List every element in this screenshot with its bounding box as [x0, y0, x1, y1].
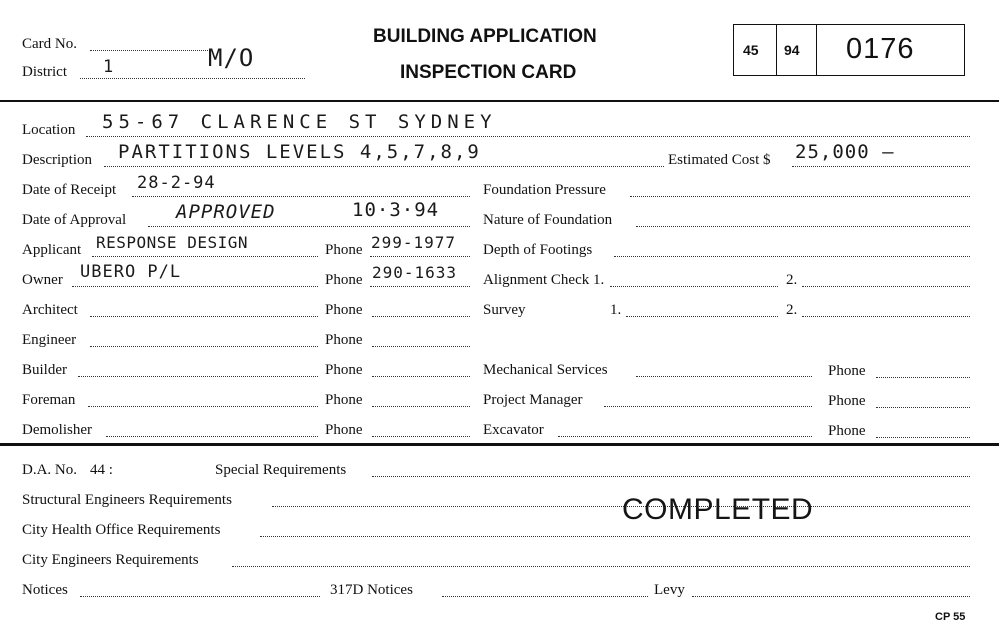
- demolisher-dots: [106, 436, 318, 437]
- card-no-value: M/O: [208, 44, 255, 72]
- card-no-label: Card No.: [22, 36, 77, 52]
- owner-value: UBERO P/L: [80, 262, 182, 282]
- applicant-phone-dots: [370, 256, 470, 257]
- engineer-dots: [90, 346, 318, 347]
- form-code: CP 55: [935, 611, 966, 623]
- applicant-dots: [92, 256, 318, 257]
- excavator-label: Excavator: [483, 422, 544, 438]
- estimated-cost-dots: [792, 166, 970, 167]
- project-manager-label: Project Manager: [483, 392, 583, 408]
- ref-b: 94: [784, 42, 800, 58]
- description-dots: [104, 166, 664, 167]
- foreman-phone-dots: [372, 406, 470, 407]
- project-manager-phone-label: Phone: [828, 393, 866, 409]
- foreman-label: Foreman: [22, 392, 76, 408]
- owner-dots: [72, 286, 318, 287]
- ref-divider-1: [776, 25, 777, 75]
- survey-label: Survey: [483, 302, 526, 318]
- location-label: Location: [22, 122, 76, 138]
- description-label: Description: [22, 152, 92, 168]
- engineer-phone-label: Phone: [325, 332, 363, 348]
- district-label: District: [22, 64, 67, 80]
- survey-2-dots: [802, 316, 970, 317]
- alignment-check-2-label: 2.: [786, 272, 798, 288]
- notices-label: Notices: [22, 582, 68, 598]
- date-approval-dots: [148, 226, 470, 227]
- estimated-cost-value: 25,000 —: [795, 141, 895, 163]
- mechanical-dots: [636, 376, 812, 377]
- header-divider: [0, 100, 999, 102]
- nature-foundation-dots: [636, 226, 970, 227]
- engineer-label: Engineer: [22, 332, 77, 348]
- da-no-value: 44 :: [90, 462, 113, 478]
- special-requirements-dots: [372, 476, 970, 477]
- project-manager-phone-dots: [876, 407, 970, 408]
- health-requirements-label: City Health Office Requirements: [22, 522, 221, 538]
- structural-requirements-dots: [272, 506, 970, 507]
- mechanical-phone-label: Phone: [828, 363, 866, 379]
- reference-box: [733, 24, 965, 76]
- excavator-phone-dots: [876, 437, 970, 438]
- alignment-check-label: Alignment Check 1.: [483, 272, 605, 288]
- alignment-check-1-dots: [610, 286, 778, 287]
- date-approval-label: Date of Approval: [22, 212, 127, 228]
- applicant-phone-value: 299-1977: [371, 233, 457, 252]
- excavator-dots: [558, 436, 812, 437]
- title-line-2: INSPECTION CARD: [400, 62, 577, 83]
- location-dots: [86, 136, 970, 137]
- survey-1-label: 1.: [610, 302, 622, 318]
- description-value: PARTITIONS LEVELS 4,5,7,8,9: [118, 141, 481, 163]
- architect-phone-label: Phone: [325, 302, 363, 318]
- architect-label: Architect: [22, 302, 78, 318]
- owner-label: Owner: [22, 272, 63, 288]
- depth-footings-label: Depth of Footings: [483, 242, 593, 258]
- nature-foundation-label: Nature of Foundation: [483, 212, 613, 228]
- owner-phone-dots: [370, 286, 470, 287]
- title-line-1: BUILDING APPLICATION: [373, 26, 597, 47]
- mechanical-phone-dots: [876, 377, 970, 378]
- builder-phone-label: Phone: [325, 362, 363, 378]
- date-approval-date: 10·3·94: [352, 199, 440, 221]
- date-receipt-value: 28-2-94: [137, 173, 216, 193]
- estimated-cost-label: Estimated Cost $: [668, 152, 771, 168]
- notices-317d-label: 317D Notices: [330, 582, 413, 598]
- demolisher-phone-dots: [372, 436, 470, 437]
- district-value: 1: [103, 57, 115, 77]
- foundation-pressure-dots: [630, 196, 970, 197]
- date-receipt-dots: [132, 196, 470, 197]
- builder-label: Builder: [22, 362, 67, 378]
- demolisher-label: Demolisher: [22, 422, 92, 438]
- foreman-dots: [88, 406, 318, 407]
- date-approval-value: APPROVED: [176, 201, 276, 223]
- builder-dots: [78, 376, 318, 377]
- structural-requirements-label: Structural Engineers Requirements: [22, 492, 232, 508]
- owner-phone-label: Phone: [325, 272, 363, 288]
- applicant-phone-label: Phone: [325, 242, 363, 258]
- ref-divider-2: [816, 25, 817, 75]
- builder-phone-dots: [372, 376, 470, 377]
- foreman-phone-label: Phone: [325, 392, 363, 408]
- architect-dots: [90, 316, 318, 317]
- special-requirements-label: Special Requirements: [215, 462, 347, 478]
- completed-stamp: COMPLETED: [622, 493, 814, 526]
- alignment-check-2-dots: [802, 286, 970, 287]
- city-engineers-dots: [232, 566, 970, 567]
- health-requirements-dots: [260, 536, 970, 537]
- ref-number: 0176: [846, 33, 915, 65]
- da-no-label: D.A. No.: [22, 462, 77, 478]
- demolisher-phone-label: Phone: [325, 422, 363, 438]
- city-engineers-label: City Engineers Requirements: [22, 552, 199, 568]
- notices-317d-dots: [442, 596, 648, 597]
- architect-phone-dots: [372, 316, 470, 317]
- levy-label: Levy: [654, 582, 685, 598]
- district-dots: [80, 78, 305, 79]
- ref-a: 45: [743, 42, 759, 58]
- survey-1-dots: [626, 316, 778, 317]
- location-value: 55-67 CLARENCE ST SYDNEY: [102, 111, 497, 133]
- engineer-phone-dots: [372, 346, 470, 347]
- levy-dots: [692, 596, 970, 597]
- owner-phone-value: 290-1633: [372, 263, 458, 282]
- survey-2-label: 2.: [786, 302, 798, 318]
- card-no-dots: [90, 50, 210, 51]
- foundation-pressure-label: Foundation Pressure: [483, 182, 606, 198]
- date-receipt-label: Date of Receipt: [22, 182, 117, 198]
- section-divider: [0, 443, 999, 446]
- mechanical-label: Mechanical Services: [483, 362, 608, 378]
- project-manager-dots: [604, 406, 812, 407]
- excavator-phone-label: Phone: [828, 423, 866, 439]
- depth-footings-dots: [614, 256, 970, 257]
- applicant-value: RESPONSE DESIGN: [96, 233, 248, 252]
- notices-dots: [80, 596, 320, 597]
- applicant-label: Applicant: [22, 242, 82, 258]
